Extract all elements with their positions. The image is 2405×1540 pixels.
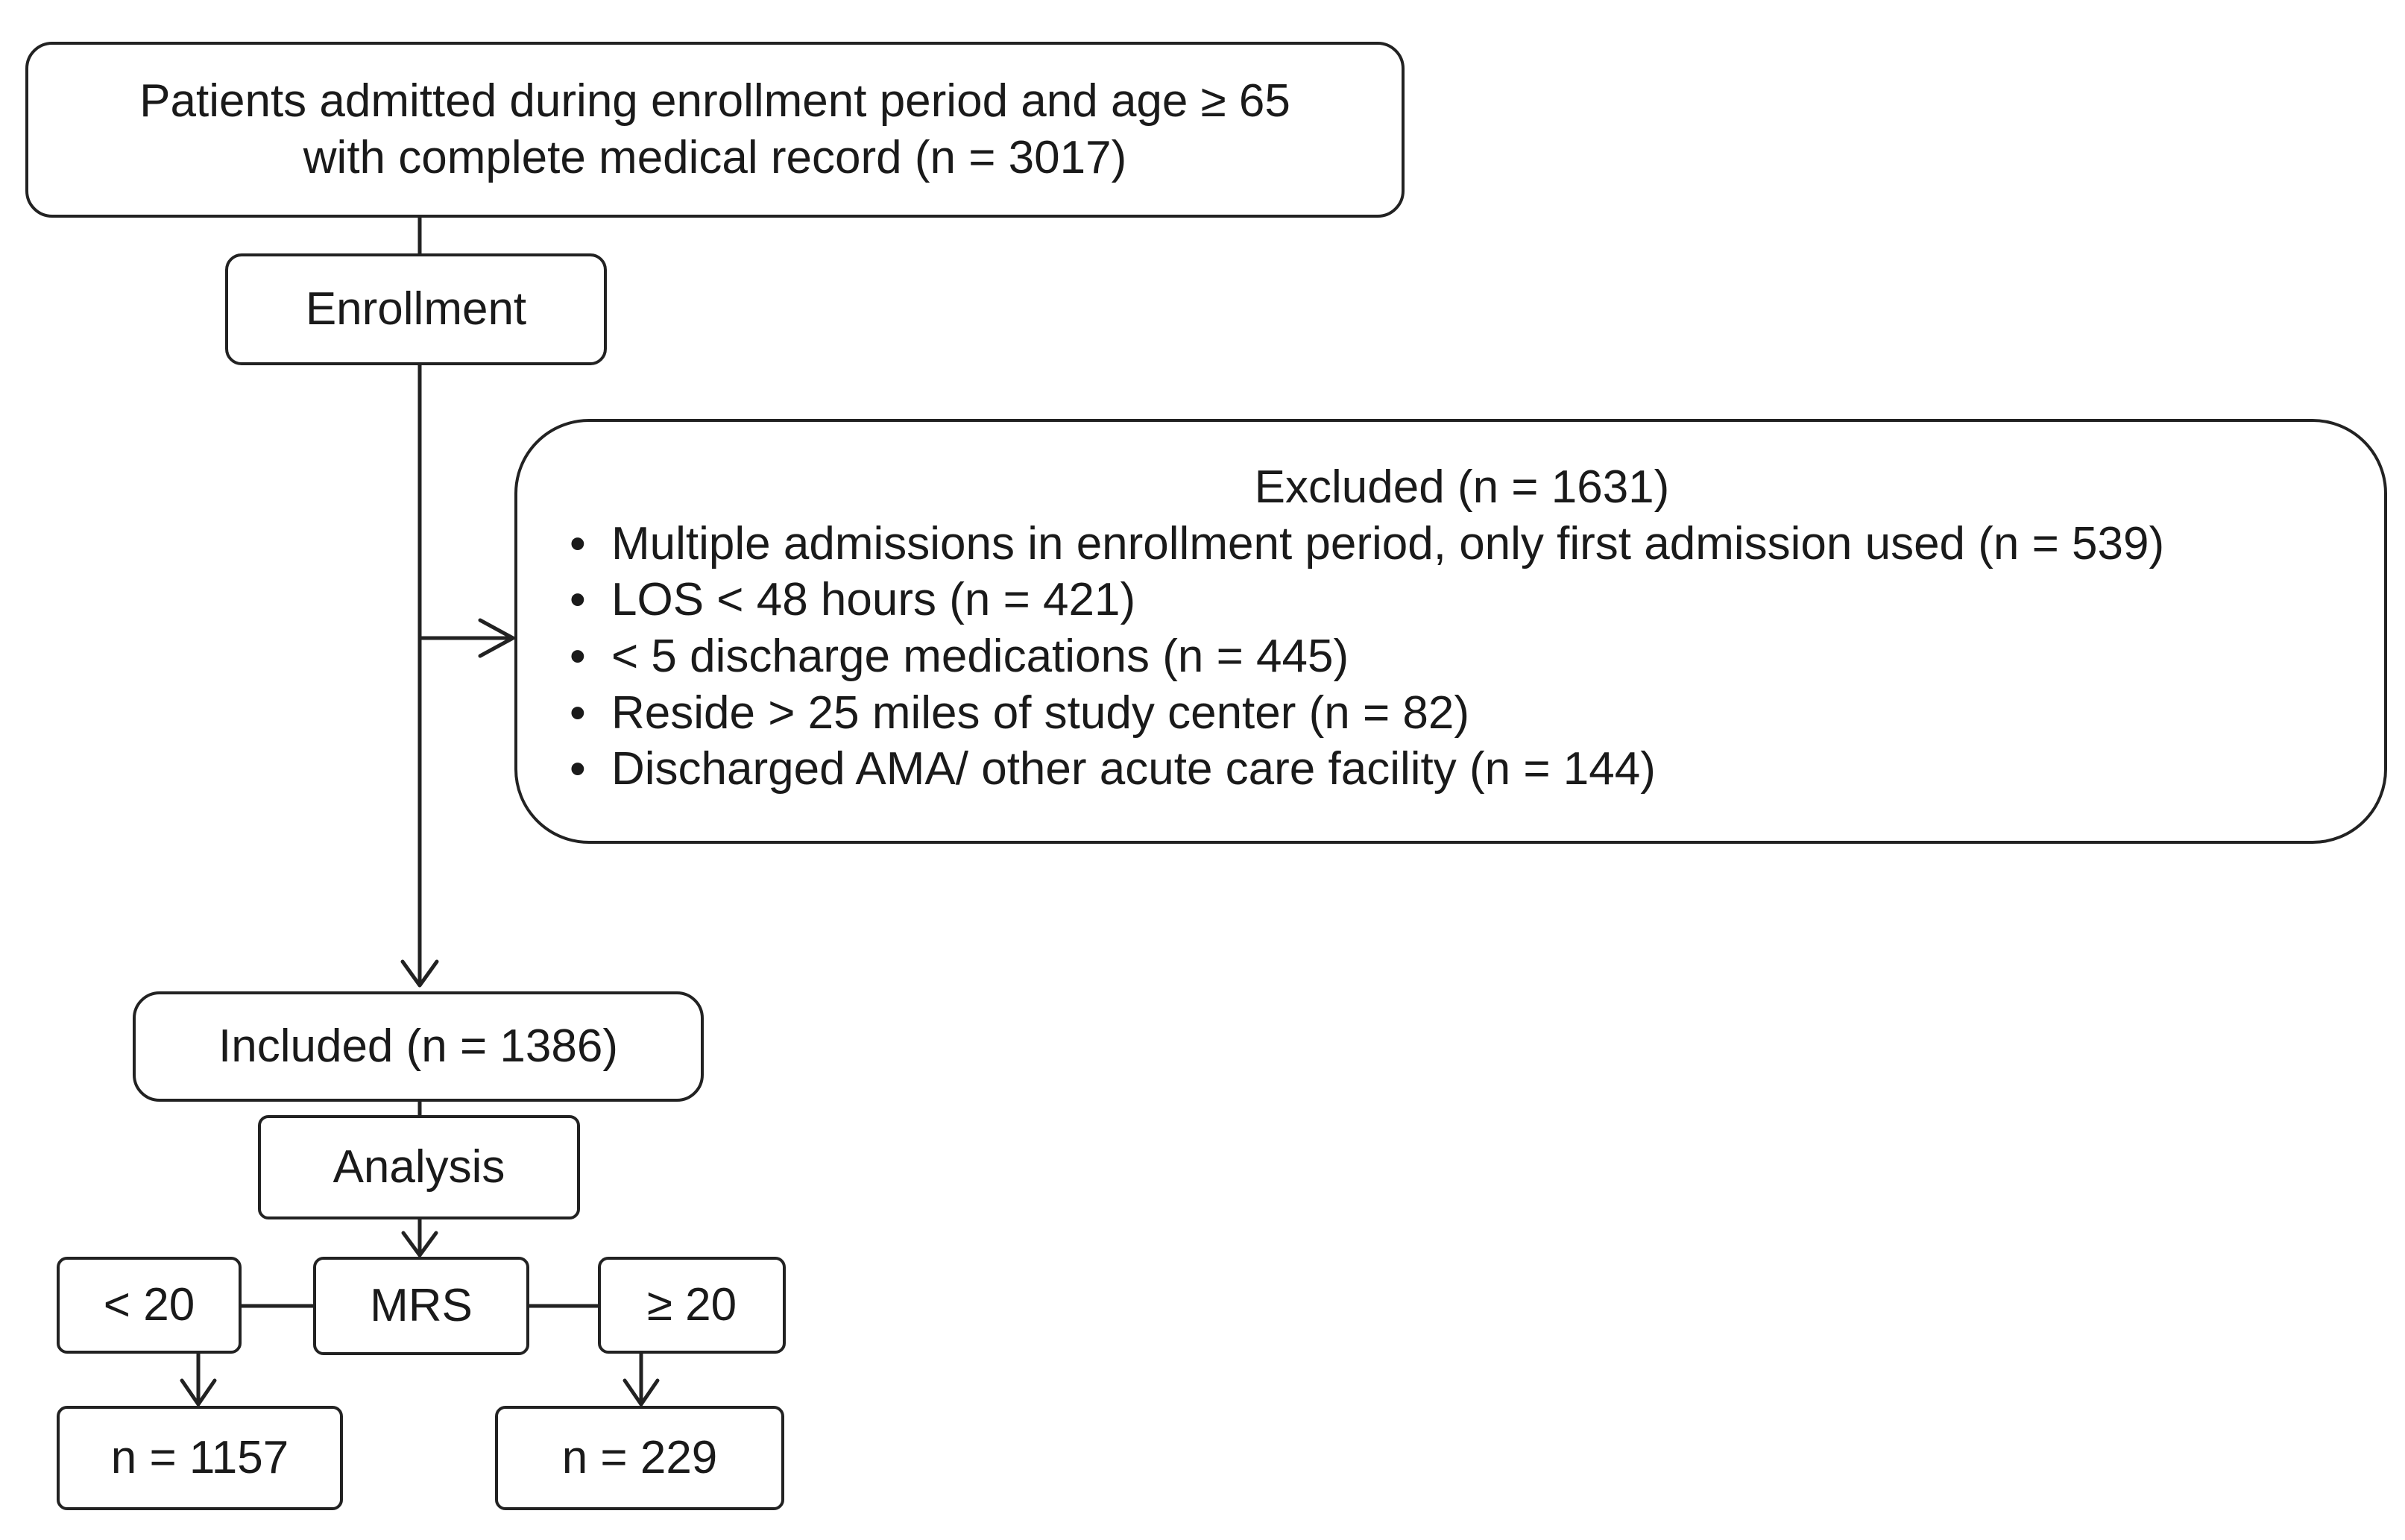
- admitted-line-2: with complete medical record (n = 3017): [303, 132, 1127, 183]
- exclusion-reasons-list: [570, 516, 2354, 798]
- count-1157-label: n = 1157: [110, 1432, 289, 1484]
- admitted-line-1: Patients admitted during enrollment period and age ≥ 65: [139, 75, 1290, 127]
- included-box: [133, 991, 704, 1102]
- mrs-below-20-box: [57, 1257, 242, 1354]
- mrs-below-20-label: < 20: [103, 1279, 195, 1331]
- admitted-patients-box: [25, 42, 1405, 218]
- exclusion-reason: • Discharged AMA/ other acute care facility (n = 144): [570, 741, 2354, 798]
- mrs-at-least-20-box: [598, 1257, 786, 1354]
- mrs-box: [313, 1257, 529, 1355]
- count-229-label: n = 229: [561, 1432, 718, 1484]
- included-label: Included (n = 1386): [218, 1020, 618, 1073]
- mrs-label: MRS: [370, 1280, 473, 1332]
- enrollment-box: [225, 253, 607, 365]
- count-229-box: [495, 1406, 784, 1510]
- exclusion-reason: • Reside > 25 miles of study center (n = 82): [570, 685, 2354, 742]
- excluded-box: [514, 419, 2387, 844]
- exclusion-reason: • Multiple admissions in enrollment period, only first admission used (n = 539): [570, 516, 2354, 572]
- exclusion-reason: • LOS < 48 hours (n = 421): [570, 572, 2354, 628]
- enrollment-label: Enrollment: [305, 283, 527, 335]
- analysis-box: [258, 1115, 580, 1219]
- count-1157-box: [57, 1406, 343, 1510]
- excluded-title: Excluded (n = 1631): [1254, 461, 1670, 513]
- analysis-label: Analysis: [332, 1141, 505, 1193]
- exclusion-reason: • < 5 discharge medications (n = 445): [570, 628, 2354, 685]
- mrs-at-least-20-label: ≥ 20: [646, 1279, 737, 1331]
